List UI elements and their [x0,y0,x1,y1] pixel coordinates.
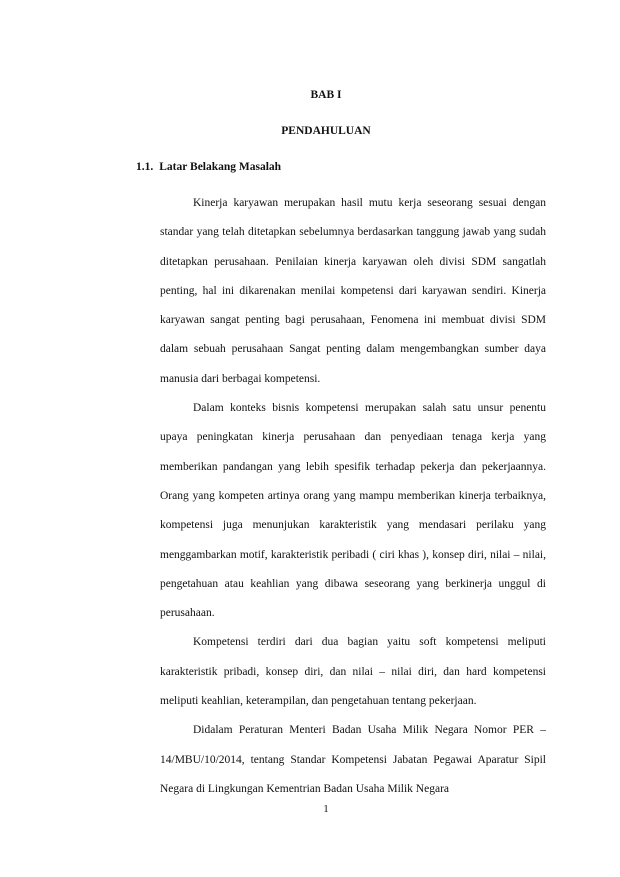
chapter-title: PENDAHULUAN [281,125,371,137]
page-number: 1 [323,803,329,815]
section-heading [136,161,281,173]
paragraph: Dalam konteks bisnis kompetensi merupakan salah satu unsur penentu upaya peningkatan kinerja perusahaan dan penyediaan tenaga kerja yang memberikan pandangan yang lebih spesifik terhadap pekerja dan pekerjaannya. Orang yang kompeten artinya orang yang mampu memberikan kinerja terbaiknya, kompetensi juga menunjukan karakteristik yang mendasari perilaku yang menggambarkan motif, karakteristik peribadi ( ciri khas ), konsep diri, nilai – nilai, pengetahuan atau keahlian yang dibawa seseorang yang berkinerja unggul di perusahaan. [160,402,546,620]
paragraph: Kompetensi terdiri dari dua bagian yaitu soft kompetensi meliputi karakteristik pribadi, konsep diri, dan nilai – nilai diri, dan hard kompetensi meliputi keahlian, keterampilan, dan pengetahuan tentang pekerjaan. [160,636,546,708]
paragraph: Kinerja karyawan merupakan hasil mutu kerja seseorang sesuai dengan standar yang telah ditetapkan sebelumnya berdasarkan tanggung jawab yang sudah ditetapkan perusahaan. Penilaian kinerja karyawan oleh divisi SDM sangatlah penting, hal ini dikarenakan menilai kompetensi dari karyawan sendiri. Kinerja karyawan sangat penting bagi perusahaan, Fenomena ini membuat divisi SDM dalam sebuah perusahaan Sangat penting dalam mengembangkan sumber daya manusia dari berbagai kompetensi. [160,197,546,385]
body-text [160,189,546,804]
section-number: 1.1. [136,161,154,173]
chapter-label: BAB I [310,89,342,101]
section-title: Latar Belakang Masalah [159,161,282,173]
paragraph: Didalam Peraturan Menteri Badan Usaha Milik Negara Nomor PER – 14/MBU/10/2014, tentang Standar Kompetensi Jabatan Pegawai Aparatur Sipil Negara di Lingkungan Kementrian Badan Usaha Milik Negara [160,724,546,795]
